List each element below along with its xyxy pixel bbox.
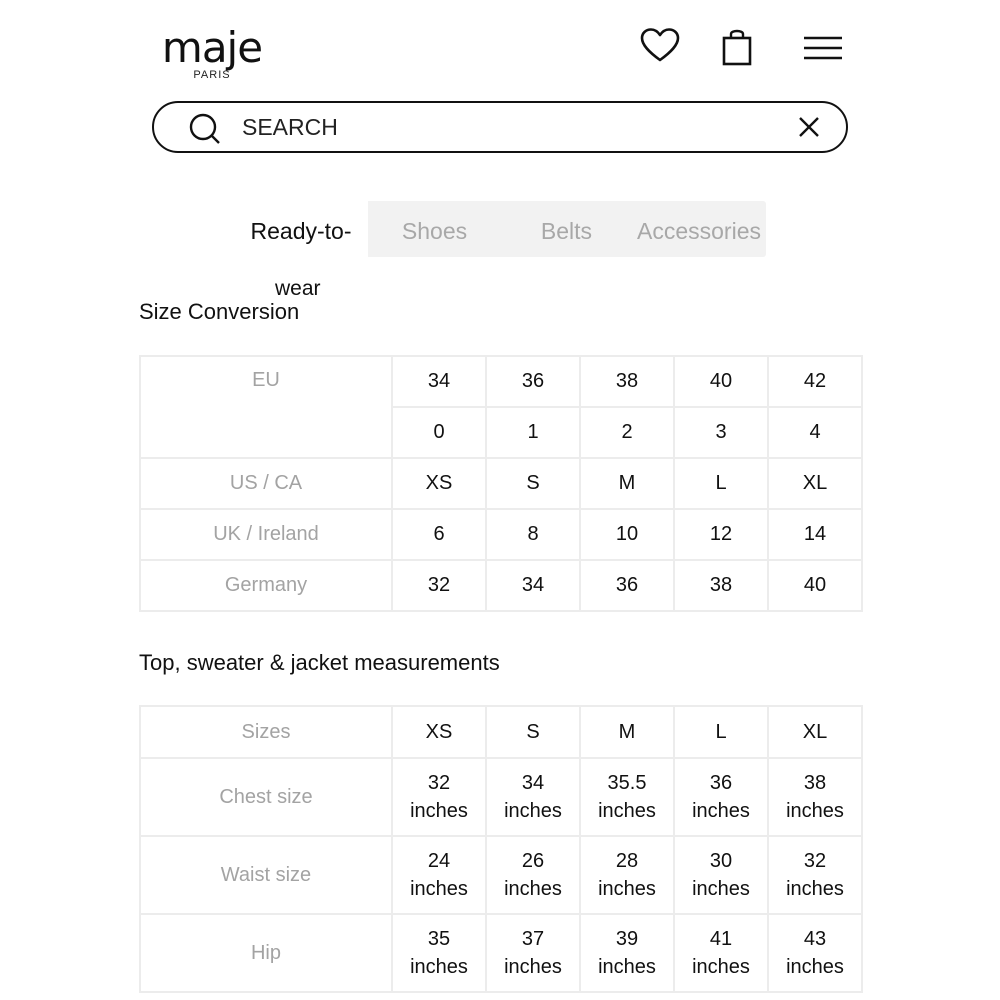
table-cell (580, 758, 674, 836)
table-cell (392, 914, 486, 992)
tab-label-overflow: wear (275, 277, 321, 300)
table-cell: 34 (486, 560, 580, 611)
table-cell: 8 (486, 509, 580, 560)
table-row (140, 758, 862, 836)
table-cell: 1 (486, 407, 580, 458)
cell-value: 28 (615, 850, 639, 872)
table-cell: 3 (674, 407, 768, 458)
cell-unit: inches (504, 800, 562, 822)
tab-belts[interactable]: Belts (540, 218, 593, 244)
table-cell: 4 (768, 407, 862, 458)
table-cell: 2 (580, 407, 674, 458)
table-cell: 36 (580, 560, 674, 611)
table-cell: 38 (580, 356, 674, 407)
cell-unit: inches (504, 956, 562, 978)
table-cell: 6 (392, 509, 486, 560)
table-cell: XS (392, 706, 486, 758)
cell-unit: inches (410, 800, 468, 822)
cell-value: 39 (615, 928, 639, 950)
cell-unit: inches (692, 878, 750, 900)
table-row (140, 560, 862, 611)
table-cell (392, 758, 486, 836)
table-cell: 12 (674, 509, 768, 560)
table-cell (674, 758, 768, 836)
cell-value: 38 (803, 772, 827, 794)
table-cell (580, 836, 674, 914)
row-label-waist-size: Waist size (140, 836, 392, 914)
measurements-table (139, 705, 863, 993)
table-row (140, 914, 862, 992)
table-cell (674, 914, 768, 992)
table-cell: M (580, 706, 674, 758)
table-cell (768, 758, 862, 836)
cell-value: 36 (709, 772, 733, 794)
cell-value: 30 (709, 850, 733, 872)
tab-ready-to-wear[interactable]: Ready-to- (234, 201, 368, 257)
search-icon[interactable] (188, 112, 222, 146)
table-cell: 38 (674, 560, 768, 611)
tab-accessories[interactable]: Accessories (637, 218, 761, 244)
row-label-us-ca: US / CA (140, 458, 392, 509)
cell-value: 35 (427, 928, 451, 950)
size-conversion-table (139, 355, 863, 612)
cell-value: 24 (427, 850, 451, 872)
table-row (140, 356, 862, 407)
logo-subtitle: PARIS (193, 69, 231, 81)
table-cell (486, 836, 580, 914)
table-cell: 36 (486, 356, 580, 407)
row-label-eu: EU (140, 356, 392, 458)
cell-value: 32 (427, 772, 451, 794)
table-row (140, 458, 862, 509)
cell-unit: inches (786, 956, 844, 978)
cell-unit: inches (504, 878, 562, 900)
measurements-title: Top, sweater & jacket measurements (139, 650, 500, 675)
table-cell: 10 (580, 509, 674, 560)
search-input[interactable] (242, 113, 762, 141)
cell-value: 34 (521, 772, 545, 794)
table-header-row (140, 706, 862, 758)
cell-unit: inches (598, 800, 656, 822)
cell-unit: inches (598, 878, 656, 900)
table-cell (392, 836, 486, 914)
cell-value: 26 (521, 850, 545, 872)
table-cell: 40 (674, 356, 768, 407)
row-label-germany: Germany (140, 560, 392, 611)
brand-logo[interactable] (156, 23, 268, 81)
table-cell: 40 (768, 560, 862, 611)
shopping-bag-icon[interactable] (719, 27, 755, 67)
cell-unit: inches (786, 800, 844, 822)
cell-value: 35.5 (607, 772, 647, 794)
cell-value: 32 (803, 850, 827, 872)
table-cell (486, 758, 580, 836)
cell-value: 41 (709, 928, 733, 950)
category-tabs (234, 201, 766, 257)
cell-unit: inches (692, 800, 750, 822)
table-cell: S (486, 706, 580, 758)
row-label-uk-ireland: UK / Ireland (140, 509, 392, 560)
cell-unit: inches (598, 956, 656, 978)
cell-unit: inches (692, 956, 750, 978)
table-cell (580, 914, 674, 992)
cell-unit: inches (410, 878, 468, 900)
table-cell (486, 914, 580, 992)
table-cell: S (486, 458, 580, 509)
table-cell: XL (768, 458, 862, 509)
table-cell: 42 (768, 356, 862, 407)
search-bar (152, 101, 848, 153)
table-cell (674, 836, 768, 914)
table-cell (768, 836, 862, 914)
row-label-sizes: Sizes (140, 706, 392, 758)
table-cell: M (580, 458, 674, 509)
table-cell: L (674, 458, 768, 509)
table-cell (768, 914, 862, 992)
menu-icon[interactable] (802, 34, 844, 64)
table-cell: 0 (392, 407, 486, 458)
tab-shoes[interactable]: Shoes (401, 218, 468, 244)
cell-value: 37 (521, 928, 545, 950)
heart-icon[interactable] (639, 27, 681, 63)
table-cell: L (674, 706, 768, 758)
logo-wordmark: maje (161, 23, 263, 72)
table-cell: 34 (392, 356, 486, 407)
table-row (140, 836, 862, 914)
table-row (140, 509, 862, 560)
table-cell: XL (768, 706, 862, 758)
close-icon[interactable] (798, 116, 820, 138)
cell-unit: inches (410, 956, 468, 978)
cell-unit: inches (786, 878, 844, 900)
table-cell: 14 (768, 509, 862, 560)
cell-value: 43 (803, 928, 827, 950)
table-cell: XS (392, 458, 486, 509)
row-label-hip: Hip (140, 914, 392, 992)
row-label-chest-size: Chest size (140, 758, 392, 836)
size-conversion-title: Size Conversion (139, 299, 300, 324)
table-cell: 32 (392, 560, 486, 611)
